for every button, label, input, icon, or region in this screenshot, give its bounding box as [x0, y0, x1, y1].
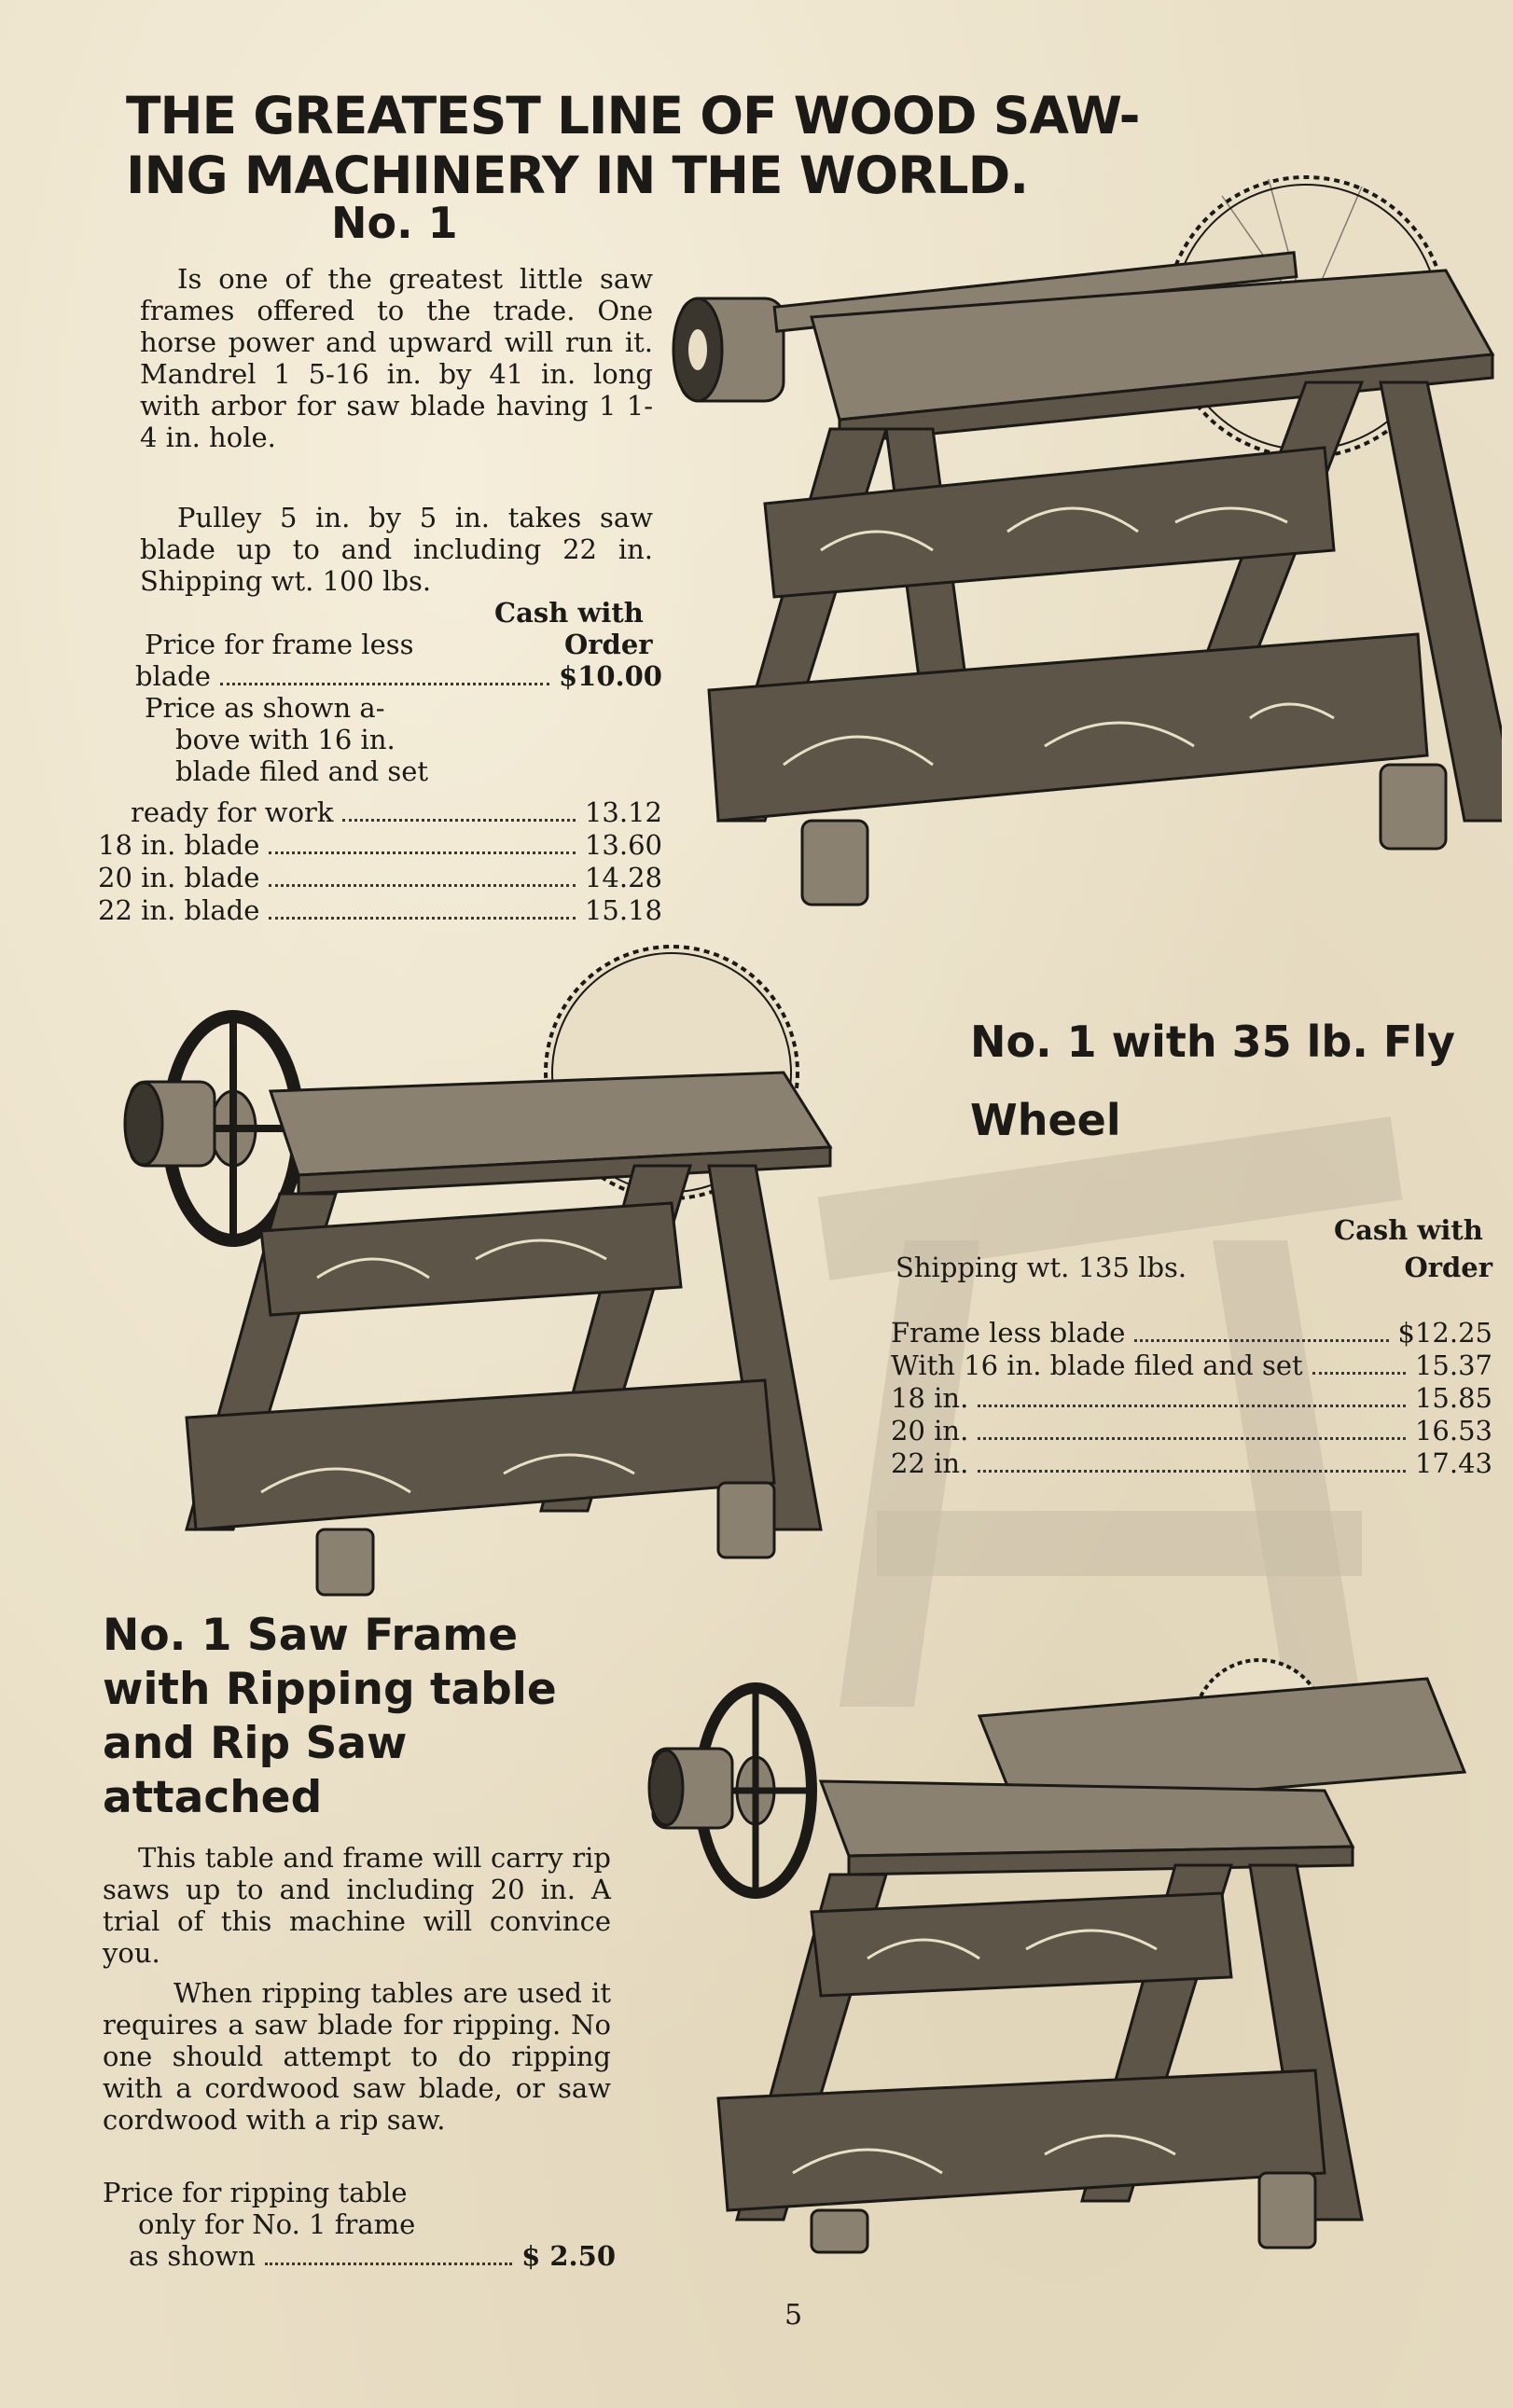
- price-row-value: 15.18: [584, 894, 662, 926]
- price-row-label: 18 in. blade: [98, 829, 260, 861]
- price-row-value: 17.43: [1414, 1447, 1492, 1479]
- dot-leader: [269, 851, 576, 854]
- price-row: [891, 1349, 1492, 1382]
- price-row-label: ready for work: [131, 796, 334, 828]
- pulley-icon: [649, 1749, 732, 1828]
- no1-shown-line3: blade filed and set: [175, 755, 429, 787]
- price-row: [891, 1382, 1492, 1415]
- page-headline: THE GREATEST LINE OF WOOD SAW- ING MACHINERY IN THE WORLD.: [126, 86, 1140, 205]
- flywheel-order-label: Order: [1404, 1252, 1492, 1283]
- price-row-label: Frame less blade: [891, 1317, 1126, 1349]
- ripping-para1: This table and frame will carry rip saws up to and including 20 in. A trial of this machine will convince you.: [103, 1842, 611, 1969]
- ripping-price: $ 2.50: [521, 2240, 616, 2272]
- dot-leader: [269, 884, 576, 887]
- dot-leader: [978, 1470, 1406, 1473]
- ripping-price-row: [103, 2240, 616, 2273]
- price-row: [891, 1317, 1492, 1349]
- pulley-icon: [125, 1082, 215, 1166]
- dot-leader: [1312, 1372, 1406, 1375]
- price-row: [98, 796, 662, 829]
- price-row-label: With 16 in. blade filed and set: [891, 1349, 1303, 1381]
- dot-leader: [269, 917, 576, 920]
- dot-leader: [978, 1437, 1406, 1440]
- ripping-price-label1: Price for ripping table: [103, 2177, 408, 2208]
- flywheel-frame-illustration: [112, 933, 840, 1604]
- page-number: 5: [784, 2299, 803, 2332]
- no1-shown-line2: bove with 16 in.: [175, 724, 396, 755]
- flywheel-title: No. 1 with 35 lb. Fly Wheel: [970, 1017, 1456, 1145]
- flywheel-shipping-row: [895, 1252, 1492, 1283]
- price-row-value: 15.85: [1414, 1382, 1492, 1414]
- ripping-table-illustration: [644, 1641, 1483, 2257]
- price-row-label: 20 in. blade: [98, 862, 260, 893]
- price-row: [98, 894, 662, 927]
- no1-order-label: Order: [564, 629, 653, 660]
- no1-price-list: [98, 796, 662, 927]
- saw-frame-illustration: [653, 112, 1502, 933]
- price-row-value: 15.37: [1414, 1349, 1492, 1381]
- no1-price-frame-label: Price for frame less: [145, 629, 414, 660]
- dot-leader: [265, 2263, 512, 2265]
- pulley-icon: [673, 298, 784, 401]
- no1-title: No. 1: [331, 198, 458, 248]
- flywheel-shipping: Shipping wt. 135 lbs.: [895, 1252, 1187, 1283]
- price-row: [891, 1415, 1492, 1447]
- dot-leader: [978, 1405, 1406, 1407]
- no1-shown-text: [145, 692, 499, 787]
- ripping-title: No. 1 Saw Frame with Ripping table and Rip Saw attached: [103, 1610, 557, 1823]
- no1-description: Is one of the greatest little saw frames offered to the trade. One horse power and upward will run it. Mandrel 1 5-16 in. by 41 in. long with arbor for saw blade having 1 1-4 in. hole.: [140, 263, 653, 453]
- price-row-label: 18 in.: [891, 1382, 969, 1414]
- price-row-value: 13.12: [584, 796, 662, 828]
- price-row-label: 22 in.: [891, 1447, 969, 1479]
- no1-pulley-text: Pulley 5 in. by 5 in. takes saw blade up to and including 22 in. Shipping wt. 100 lbs.: [140, 502, 653, 597]
- price-row-label: 22 in. blade: [98, 894, 260, 926]
- flywheel-cash-with: Cash with: [1334, 1214, 1483, 1246]
- ripping-price-label2: only for No. 1 frame: [138, 2208, 416, 2240]
- dot-leader: [342, 819, 575, 822]
- dot-leader: [220, 683, 549, 685]
- price-row-value: 16.53: [1414, 1415, 1492, 1446]
- price-row: [98, 862, 662, 894]
- no1-frame-price: $10.00: [559, 660, 662, 692]
- price-row-value: 13.60: [584, 829, 662, 861]
- price-row: [98, 829, 662, 862]
- no1-shown-line1: Price as shown a-: [145, 692, 385, 724]
- dot-leader: [1134, 1339, 1388, 1342]
- price-row: [891, 1447, 1492, 1480]
- flywheel-price-list: [891, 1317, 1492, 1480]
- ripping-price-block: [103, 2177, 616, 2273]
- no1-blade-label: blade: [135, 660, 211, 692]
- price-row-value: $12.25: [1397, 1317, 1492, 1349]
- price-row-value: 14.28: [584, 862, 662, 893]
- no1-cash-label: Cash with: [494, 597, 644, 629]
- no1-frame-price-row: [135, 660, 662, 693]
- ripping-para2: When ripping tables are used it requires a saw blade for ripping. No one should attempt to do ripping with a cordwood saw blade, or saw cordwood with a rip saw.: [103, 1977, 611, 2136]
- price-row-label: 20 in.: [891, 1415, 969, 1446]
- ripping-price-label3: as shown: [129, 2240, 256, 2272]
